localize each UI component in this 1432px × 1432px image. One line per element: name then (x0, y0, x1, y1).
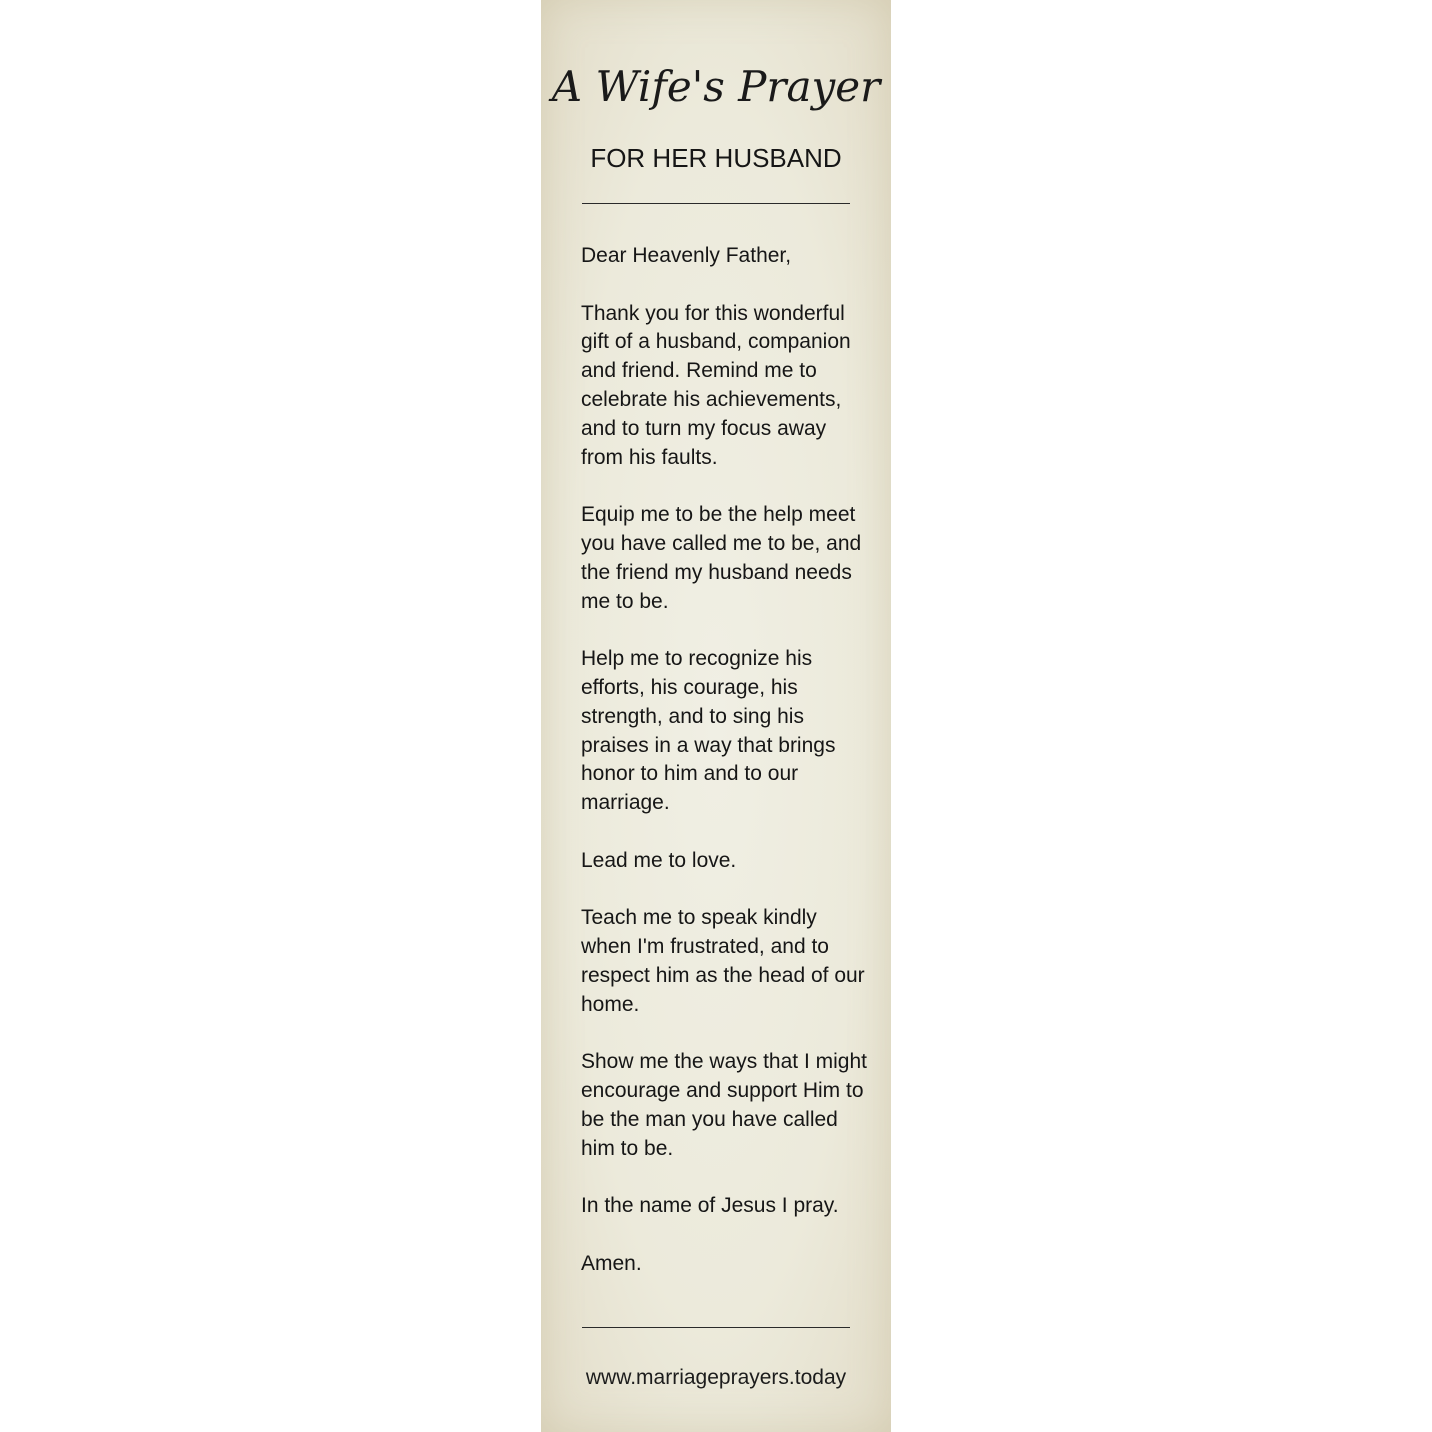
prayer-paragraph-greeting: Dear Heavenly Father, (581, 244, 792, 267)
prayer-body (581, 242, 881, 1307)
prayer-bookmark (541, 0, 891, 1432)
bookmark-title: A Wife's Prayer (551, 62, 881, 111)
prayer-paragraph-speak: Teach me to speak kindly when I'm frustrated, and to respect him as the head of our home. (581, 906, 865, 1016)
prayer-paragraph-closing: In the name of Jesus I pray. (581, 1194, 839, 1218)
website-url: www.marriageprayers.today (585, 1366, 847, 1389)
prayer-paragraph-recognize: Help me to recognize his efforts, his courage, his strength, and to sing his praises in a way that brings honor to him and to our marriage. (581, 647, 836, 815)
prayer-paragraph-encourage: Show me the ways that I might encourage and support Him to be the man you have called him to be. (581, 1050, 867, 1160)
prayer-paragraph-love: Lead me to love. (581, 848, 737, 872)
prayer-paragraph-thanks: Thank you for this wonderful gift of a husband, companion and friend. Remind me to celebrate his achievements, and to turn my focus away from his faults. (581, 301, 851, 469)
prayer-paragraph-amen: Amen. (581, 1251, 642, 1275)
top-divider (582, 203, 850, 204)
prayer-paragraph-equip: Equip me to be the help meet you have called me to be, and the friend my husband needs me to be. (581, 503, 862, 613)
bookmark-subtitle: FOR HER HUSBAND (590, 143, 842, 173)
bottom-divider (582, 1327, 850, 1328)
